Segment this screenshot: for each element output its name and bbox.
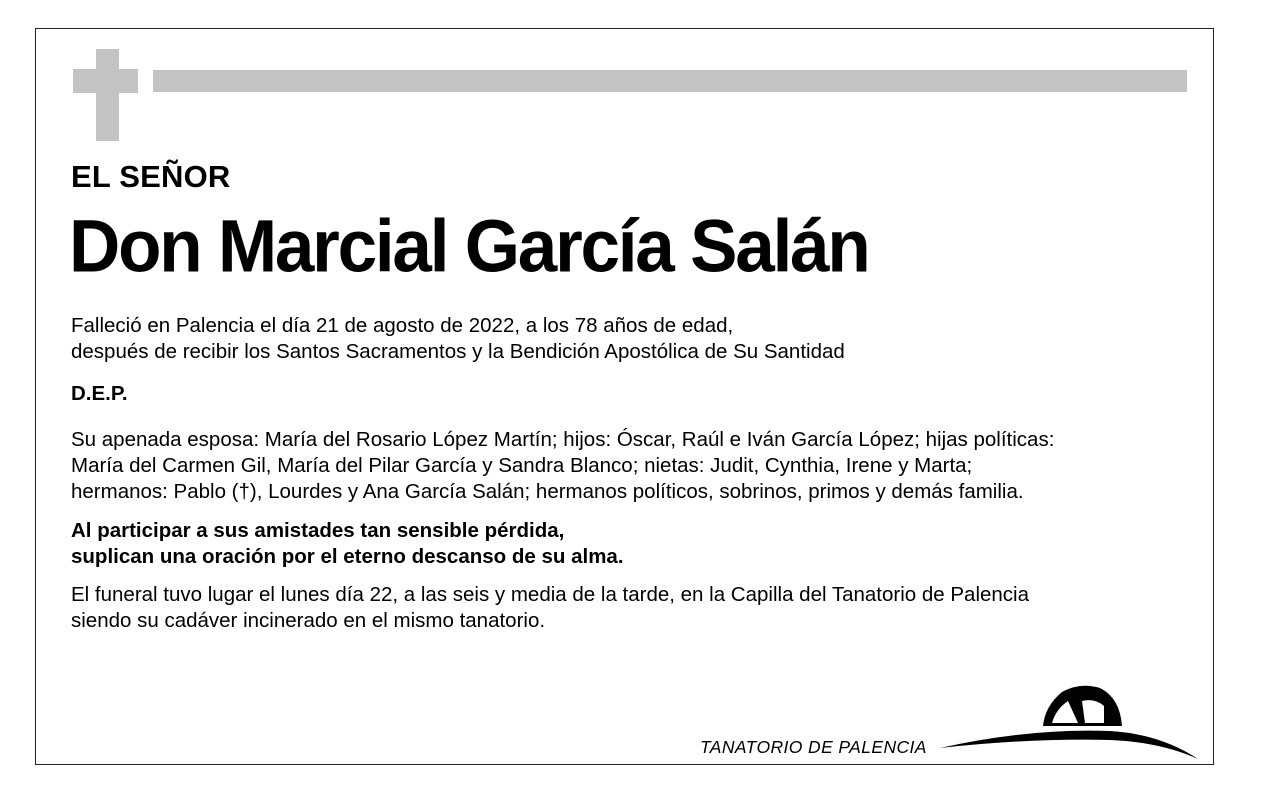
family-line: María del Carmen Gil, María del Pilar García y Sandra Blanco; nietas: Judit, Cynthia, Irene y Marta; xyxy=(71,454,973,477)
honorific-heading: EL SEÑOR xyxy=(71,159,231,194)
family-line: Su apenada esposa: María del Rosario López Martín; hijos: Óscar, Raúl e Iván García López; hijas políticas: xyxy=(71,428,1055,451)
cross-vertical-bar xyxy=(96,49,119,141)
notice-frame xyxy=(35,28,1214,765)
cross-horizontal-bar xyxy=(73,69,138,93)
deceased-name: Don Marcial García Salán xyxy=(69,205,869,289)
prayer-line: Al participar a sus amistades tan sensible pérdida, xyxy=(71,519,565,542)
header-rule xyxy=(153,70,1187,92)
funeral-details xyxy=(71,582,1029,634)
funeral-line: El funeral tuvo lugar el lunes día 22, a las seis y media de la tarde, en la Capilla del Tanatorio de Palencia xyxy=(71,583,1030,606)
family-line: hermanos: Pablo (†), Lourdes y Ana García Salán; hermanos políticos, sobrinos, primos y demás familia. xyxy=(71,480,1024,503)
funeral-line: siendo su cadáver incinerado en el mismo tanatorio. xyxy=(71,609,546,632)
death-announcement xyxy=(71,313,845,365)
prayer-line: suplican una oración por el eterno descanso de su alma. xyxy=(71,545,624,568)
dep-label: D.E.P. xyxy=(71,382,128,405)
family-list xyxy=(71,427,1054,505)
death-line: después de recibir los Santos Sacramentos y la Bendición Apostólica de Su Santidad xyxy=(71,340,845,363)
death-line: Falleció en Palencia el día 21 de agosto de 2022, a los 78 años de edad, xyxy=(71,314,734,337)
prayer-request xyxy=(71,518,624,570)
tanatorio-name: TANATORIO DE PALENCIA xyxy=(700,737,927,757)
logo-ground-arc xyxy=(940,731,1198,759)
logo-dome-gap xyxy=(1082,700,1104,723)
